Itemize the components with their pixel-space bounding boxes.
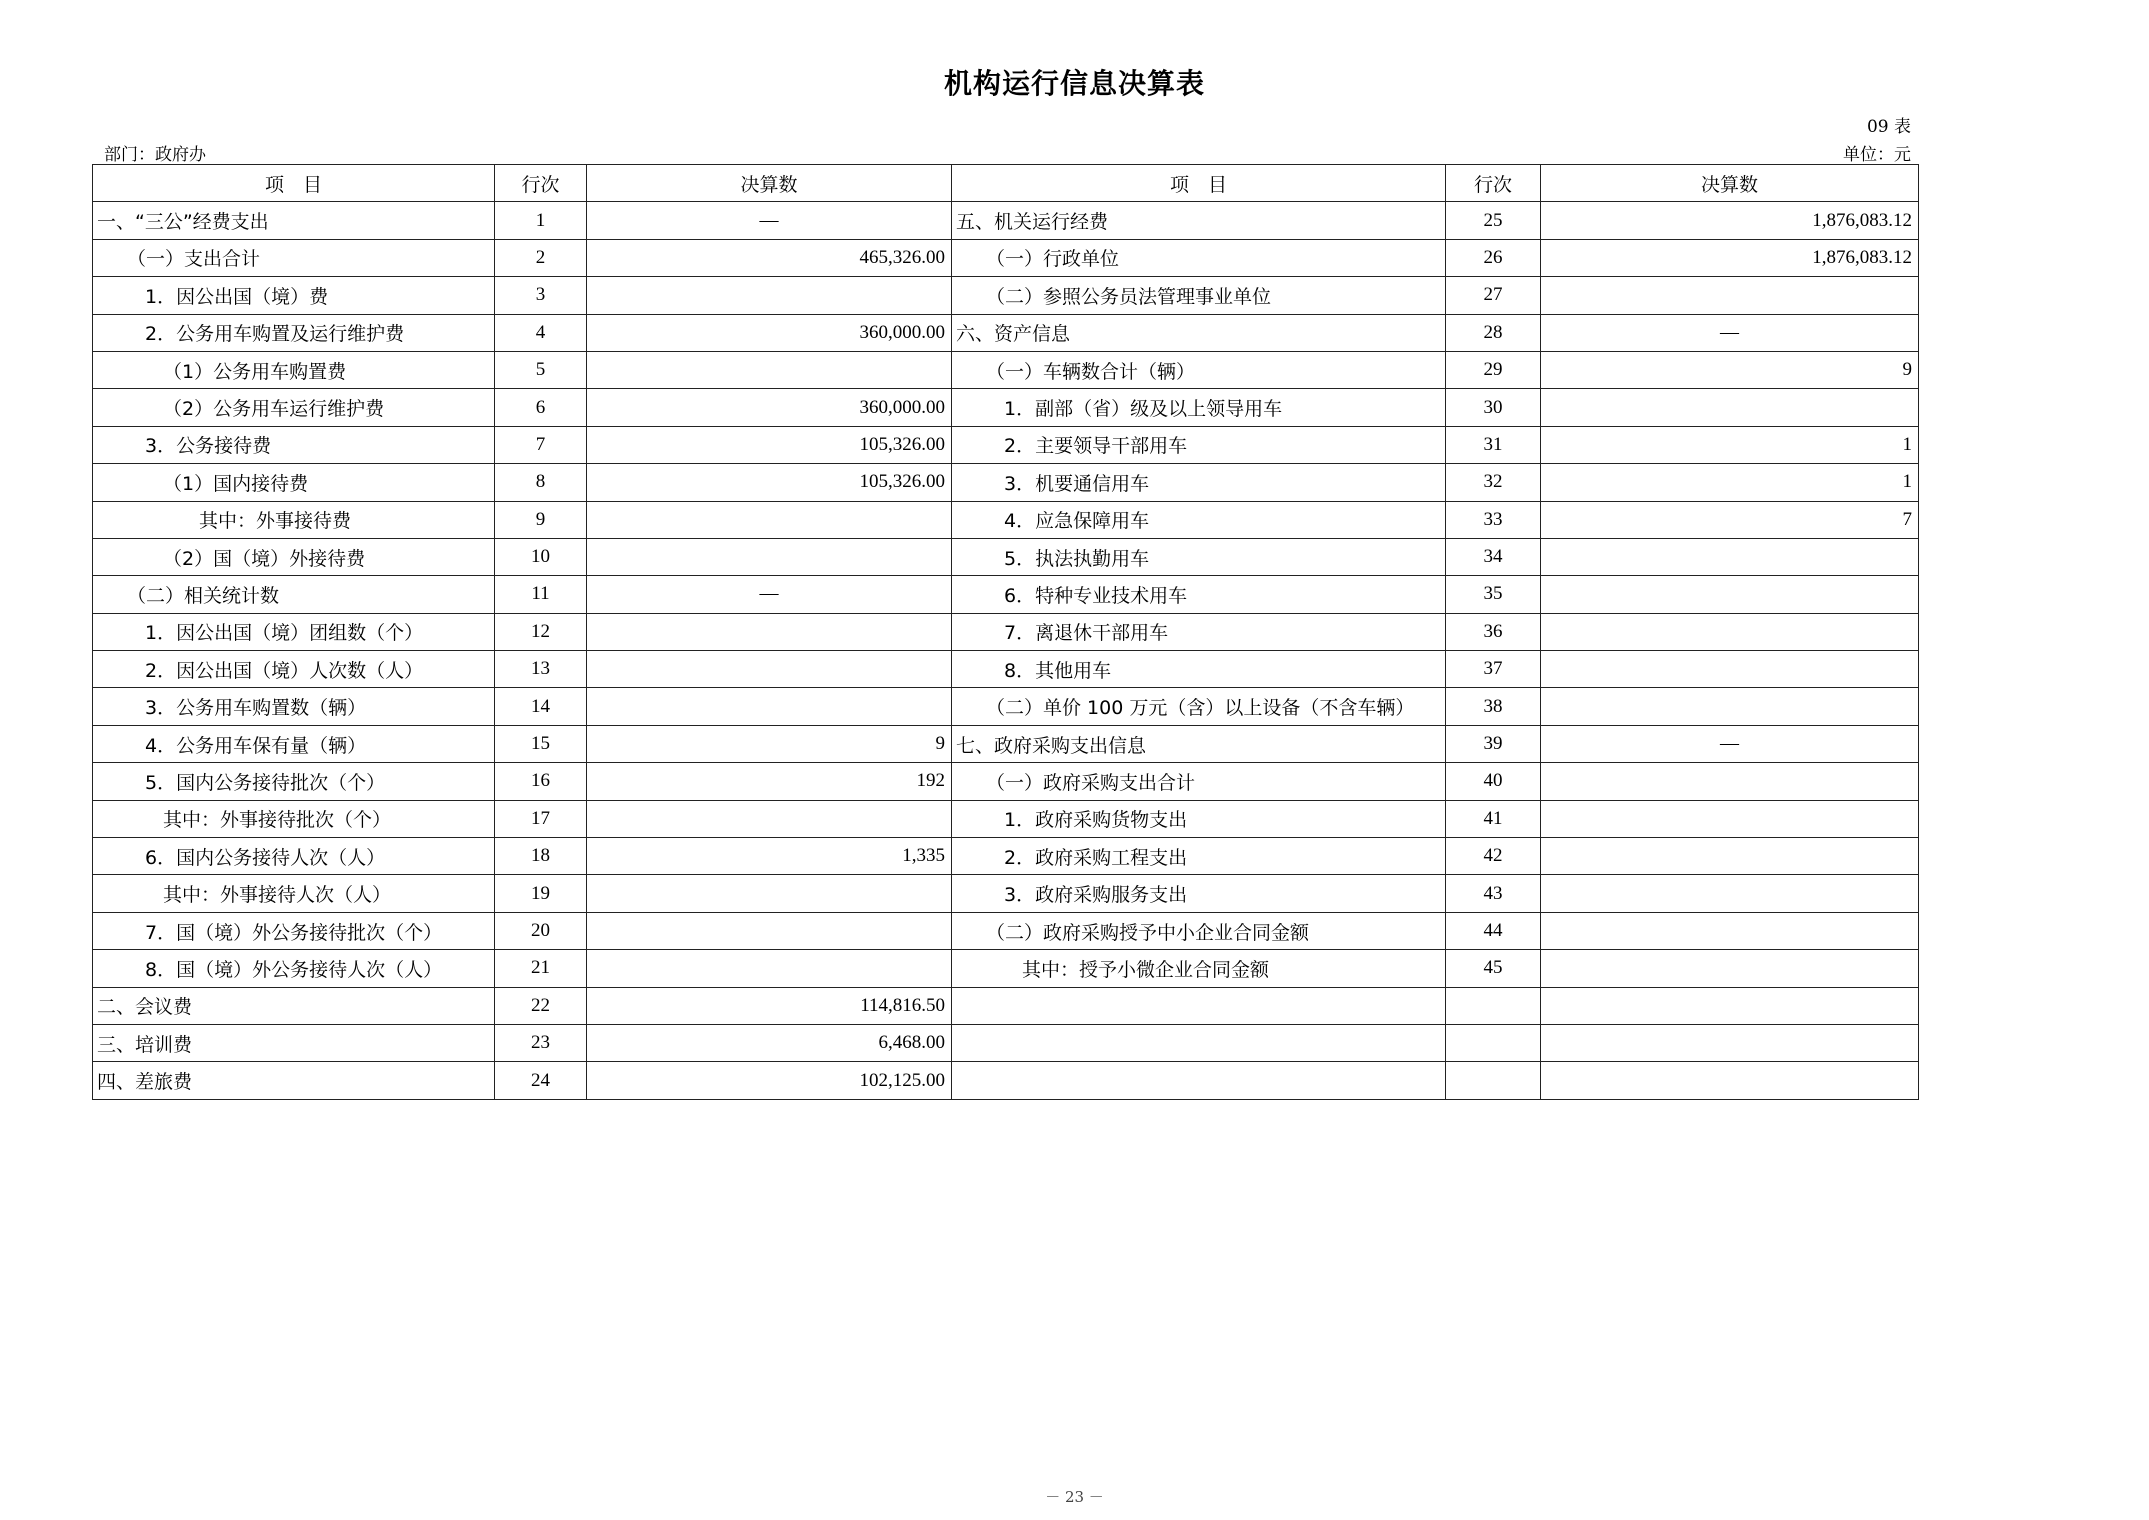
left-amount: 105,326.00 bbox=[587, 464, 952, 501]
page-title: 机构运行信息决算表 bbox=[943, 67, 1205, 100]
right-line-number bbox=[1446, 1024, 1541, 1061]
right-amount: 7 bbox=[1541, 501, 1919, 538]
table-header-row bbox=[93, 165, 1919, 202]
right-amount: — bbox=[1541, 725, 1919, 762]
table-row bbox=[93, 202, 1919, 239]
right-item-label: 3．机要通信用车 bbox=[952, 464, 1446, 501]
table-row bbox=[93, 875, 1919, 912]
header-amount-right: 决算数 bbox=[1541, 165, 1919, 202]
right-item-label: （一）车辆数合计（辆） bbox=[952, 351, 1446, 388]
right-line-number: 28 bbox=[1446, 314, 1541, 351]
right-item-label: （一）行政单位 bbox=[952, 239, 1446, 276]
right-line-number bbox=[1446, 1062, 1541, 1099]
table-row bbox=[93, 389, 1919, 426]
left-line-number: 21 bbox=[495, 950, 587, 987]
left-amount bbox=[587, 501, 952, 538]
right-item-label: 3．政府采购服务支出 bbox=[952, 875, 1446, 912]
form-number: 09 表 bbox=[1866, 117, 1911, 137]
right-amount bbox=[1541, 875, 1919, 912]
right-item-label: 七、政府采购支出信息 bbox=[952, 725, 1446, 762]
page-number: － 23 － bbox=[1045, 1488, 1104, 1506]
left-amount: 1,335 bbox=[587, 838, 952, 875]
right-amount bbox=[1541, 912, 1919, 949]
left-item-label: 2．公务用车购置及运行维护费 bbox=[93, 314, 495, 351]
table-row bbox=[93, 314, 1919, 351]
table-row bbox=[93, 351, 1919, 388]
left-line-number: 6 bbox=[495, 389, 587, 426]
table-row bbox=[93, 239, 1919, 276]
left-line-number: 22 bbox=[495, 987, 587, 1024]
right-line-number: 25 bbox=[1446, 202, 1541, 239]
right-amount bbox=[1541, 838, 1919, 875]
left-item-label: 3．公务接待费 bbox=[93, 426, 495, 463]
left-item-label: 8．国（境）外公务接待人次（人） bbox=[93, 950, 495, 987]
left-line-number: 9 bbox=[495, 501, 587, 538]
left-item-label: 其中：外事接待费 bbox=[93, 501, 495, 538]
final-accounts-table bbox=[92, 164, 1919, 1100]
right-line-number: 26 bbox=[1446, 239, 1541, 276]
left-amount: 192 bbox=[587, 763, 952, 800]
left-amount bbox=[587, 277, 952, 314]
left-line-number: 19 bbox=[495, 875, 587, 912]
right-item-label: 5．执法执勤用车 bbox=[952, 538, 1446, 575]
left-line-number: 8 bbox=[495, 464, 587, 501]
table-row bbox=[93, 426, 1919, 463]
right-item-label: 2．政府采购工程支出 bbox=[952, 838, 1446, 875]
left-amount: — bbox=[587, 202, 952, 239]
right-item-label: 六、资产信息 bbox=[952, 314, 1446, 351]
right-amount: 1 bbox=[1541, 464, 1919, 501]
right-item-label: 1．政府采购货物支出 bbox=[952, 800, 1446, 837]
right-item-label: （二）参照公务员法管理事业单位 bbox=[952, 277, 1446, 314]
right-item-label bbox=[952, 1024, 1446, 1061]
table-row bbox=[93, 464, 1919, 501]
left-item-label: 二、会议费 bbox=[93, 987, 495, 1024]
right-line-number: 32 bbox=[1446, 464, 1541, 501]
right-line-number: 41 bbox=[1446, 800, 1541, 837]
right-line-number: 36 bbox=[1446, 613, 1541, 650]
table-row bbox=[93, 576, 1919, 613]
left-amount: 102,125.00 bbox=[587, 1062, 952, 1099]
left-amount bbox=[587, 912, 952, 949]
left-line-number: 18 bbox=[495, 838, 587, 875]
right-line-number: 44 bbox=[1446, 912, 1541, 949]
left-amount: 465,326.00 bbox=[587, 239, 952, 276]
right-item-label: 7．离退休干部用车 bbox=[952, 613, 1446, 650]
right-amount bbox=[1541, 800, 1919, 837]
right-item-label: 五、机关运行经费 bbox=[952, 202, 1446, 239]
header-line-right: 行次 bbox=[1446, 165, 1541, 202]
left-amount bbox=[587, 688, 952, 725]
right-line-number: 34 bbox=[1446, 538, 1541, 575]
left-line-number: 23 bbox=[495, 1024, 587, 1061]
left-item-label: （2）公务用车运行维护费 bbox=[93, 389, 495, 426]
table-row bbox=[93, 651, 1919, 688]
left-line-number: 17 bbox=[495, 800, 587, 837]
left-amount: 360,000.00 bbox=[587, 314, 952, 351]
left-line-number: 12 bbox=[495, 613, 587, 650]
left-amount: 6,468.00 bbox=[587, 1024, 952, 1061]
left-item-label: 1．因公出国（境）团组数（个） bbox=[93, 613, 495, 650]
right-line-number: 30 bbox=[1446, 389, 1541, 426]
left-item-label: 三、培训费 bbox=[93, 1024, 495, 1061]
left-amount: 114,816.50 bbox=[587, 987, 952, 1024]
right-amount: 1 bbox=[1541, 426, 1919, 463]
table-row bbox=[93, 538, 1919, 575]
right-amount: 1,876,083.12 bbox=[1541, 239, 1919, 276]
left-item-label: （二）相关统计数 bbox=[93, 576, 495, 613]
left-item-label: 其中：外事接待批次（个） bbox=[93, 800, 495, 837]
left-item-label: 7．国（境）外公务接待批次（个） bbox=[93, 912, 495, 949]
right-line-number: 37 bbox=[1446, 651, 1541, 688]
left-amount bbox=[587, 800, 952, 837]
right-line-number: 42 bbox=[1446, 838, 1541, 875]
table-row bbox=[93, 987, 1919, 1024]
right-amount bbox=[1541, 538, 1919, 575]
left-line-number: 1 bbox=[495, 202, 587, 239]
left-item-label: （一）支出合计 bbox=[93, 239, 495, 276]
table-body bbox=[93, 202, 1919, 1099]
left-line-number: 14 bbox=[495, 688, 587, 725]
left-line-number: 24 bbox=[495, 1062, 587, 1099]
right-item-label: 6．特种专业技术用车 bbox=[952, 576, 1446, 613]
left-item-label: 1．因公出国（境）费 bbox=[93, 277, 495, 314]
left-amount: — bbox=[587, 576, 952, 613]
department-label: 部门：政府办 bbox=[104, 145, 206, 165]
right-item-label: 8．其他用车 bbox=[952, 651, 1446, 688]
header-amount-left: 决算数 bbox=[587, 165, 952, 202]
header-item-right: 项 目 bbox=[952, 165, 1446, 202]
table-row bbox=[93, 838, 1919, 875]
left-line-number: 13 bbox=[495, 651, 587, 688]
right-amount: — bbox=[1541, 314, 1919, 351]
left-amount bbox=[587, 613, 952, 650]
right-amount bbox=[1541, 1024, 1919, 1061]
left-item-label: 2．因公出国（境）人次数（人） bbox=[93, 651, 495, 688]
right-amount bbox=[1541, 277, 1919, 314]
left-line-number: 20 bbox=[495, 912, 587, 949]
right-amount bbox=[1541, 576, 1919, 613]
table-row bbox=[93, 763, 1919, 800]
right-line-number bbox=[1446, 987, 1541, 1024]
table-row bbox=[93, 725, 1919, 762]
left-item-label: 四、差旅费 bbox=[93, 1062, 495, 1099]
left-line-number: 15 bbox=[495, 725, 587, 762]
left-amount bbox=[587, 651, 952, 688]
right-line-number: 38 bbox=[1446, 688, 1541, 725]
left-item-label: （1）国内接待费 bbox=[93, 464, 495, 501]
left-line-number: 5 bbox=[495, 351, 587, 388]
right-line-number: 43 bbox=[1446, 875, 1541, 912]
left-amount bbox=[587, 538, 952, 575]
right-amount bbox=[1541, 651, 1919, 688]
table-row bbox=[93, 688, 1919, 725]
right-amount bbox=[1541, 950, 1919, 987]
right-amount bbox=[1541, 1062, 1919, 1099]
table-row bbox=[93, 501, 1919, 538]
right-amount bbox=[1541, 763, 1919, 800]
right-amount bbox=[1541, 987, 1919, 1024]
header-line-left: 行次 bbox=[495, 165, 587, 202]
left-item-label: 4．公务用车保有量（辆） bbox=[93, 725, 495, 762]
right-line-number: 31 bbox=[1446, 426, 1541, 463]
table-row bbox=[93, 1062, 1919, 1099]
table-row bbox=[93, 950, 1919, 987]
left-line-number: 10 bbox=[495, 538, 587, 575]
right-line-number: 35 bbox=[1446, 576, 1541, 613]
left-amount bbox=[587, 351, 952, 388]
left-line-number: 4 bbox=[495, 314, 587, 351]
right-amount: 9 bbox=[1541, 351, 1919, 388]
right-item-label: 4．应急保障用车 bbox=[952, 501, 1446, 538]
right-line-number: 40 bbox=[1446, 763, 1541, 800]
right-line-number: 33 bbox=[1446, 501, 1541, 538]
right-item-label: 1．副部（省）级及以上领导用车 bbox=[952, 389, 1446, 426]
right-amount bbox=[1541, 613, 1919, 650]
left-item-label: 3．公务用车购置数（辆） bbox=[93, 688, 495, 725]
right-amount bbox=[1541, 389, 1919, 426]
right-item-label: （二）政府采购授予中小企业合同金额 bbox=[952, 912, 1446, 949]
table-row bbox=[93, 277, 1919, 314]
left-amount: 105,326.00 bbox=[587, 426, 952, 463]
right-amount bbox=[1541, 688, 1919, 725]
left-line-number: 2 bbox=[495, 239, 587, 276]
table-row bbox=[93, 1024, 1919, 1061]
left-item-label: 一、“三公”经费支出 bbox=[93, 202, 495, 239]
left-line-number: 16 bbox=[495, 763, 587, 800]
left-line-number: 11 bbox=[495, 576, 587, 613]
table-row bbox=[93, 912, 1919, 949]
left-item-label: 6．国内公务接待人次（人） bbox=[93, 838, 495, 875]
right-line-number: 45 bbox=[1446, 950, 1541, 987]
right-item-label: 2．主要领导干部用车 bbox=[952, 426, 1446, 463]
table-row bbox=[93, 800, 1919, 837]
right-line-number: 29 bbox=[1446, 351, 1541, 388]
right-item-label: 其中：授予小微企业合同金额 bbox=[952, 950, 1446, 987]
left-item-label: 其中：外事接待人次（人） bbox=[93, 875, 495, 912]
right-line-number: 39 bbox=[1446, 725, 1541, 762]
left-amount bbox=[587, 875, 952, 912]
right-item-label: （二）单价 100 万元（含）以上设备（不含车辆） bbox=[952, 688, 1446, 725]
left-amount: 360,000.00 bbox=[587, 389, 952, 426]
right-line-number: 27 bbox=[1446, 277, 1541, 314]
left-item-label: （1）公务用车购置费 bbox=[93, 351, 495, 388]
right-item-label bbox=[952, 987, 1446, 1024]
right-amount: 1,876,083.12 bbox=[1541, 202, 1919, 239]
header-item-left: 项 目 bbox=[93, 165, 495, 202]
right-item-label bbox=[952, 1062, 1446, 1099]
left-line-number: 3 bbox=[495, 277, 587, 314]
unit-label: 单位：元 bbox=[1843, 145, 1911, 165]
left-amount: 9 bbox=[587, 725, 952, 762]
left-line-number: 7 bbox=[495, 426, 587, 463]
table-row bbox=[93, 613, 1919, 650]
left-item-label: （2）国（境）外接待费 bbox=[93, 538, 495, 575]
right-item-label: （一）政府采购支出合计 bbox=[952, 763, 1446, 800]
left-amount bbox=[587, 950, 952, 987]
left-item-label: 5．国内公务接待批次（个） bbox=[93, 763, 495, 800]
